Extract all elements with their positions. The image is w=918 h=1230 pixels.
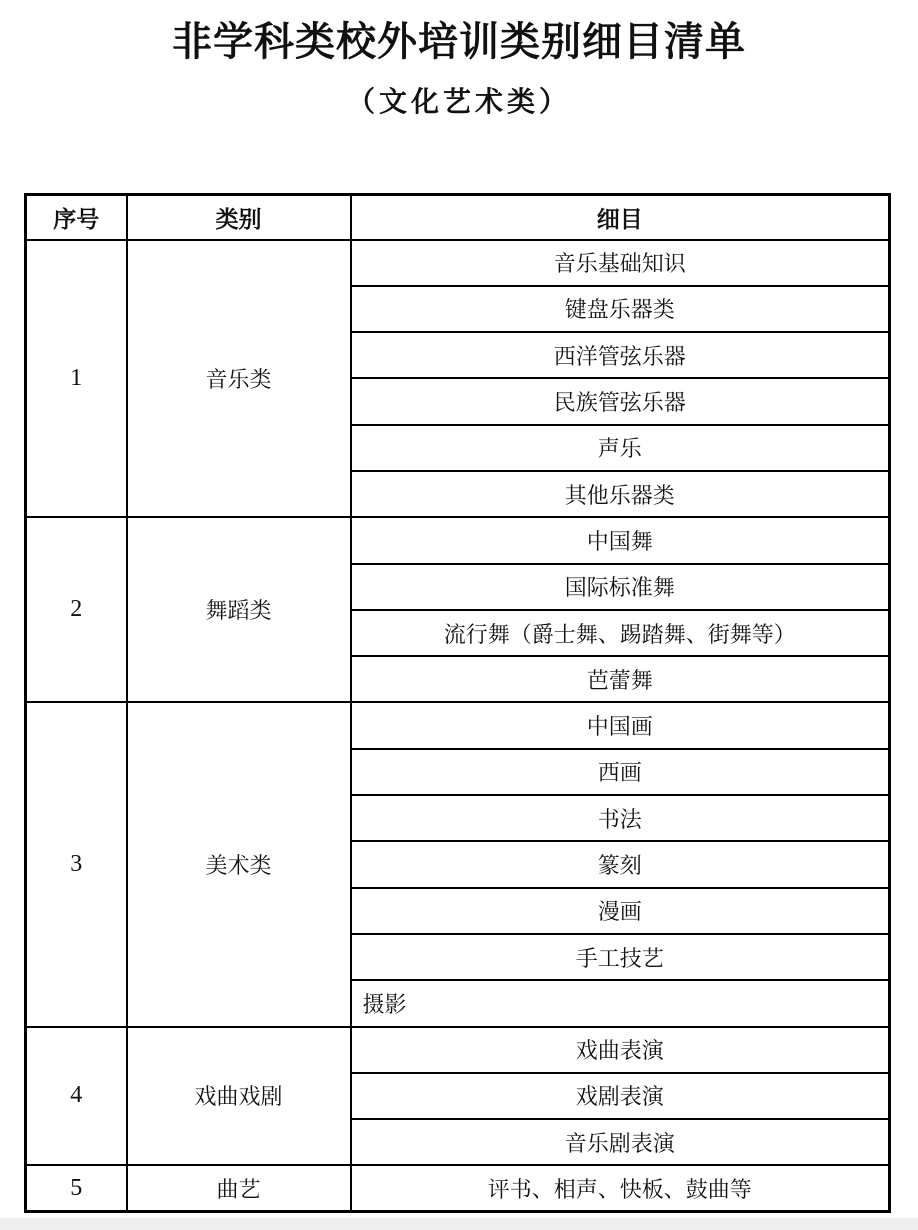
row-number-cell: 5	[26, 1165, 127, 1211]
category-cell: 音乐类	[127, 240, 351, 518]
category-table	[24, 193, 891, 1213]
detail-cell: 漫画	[351, 888, 890, 934]
detail-cell: 戏剧表演	[351, 1073, 890, 1119]
table-row	[26, 1027, 890, 1073]
detail-cell: 书法	[351, 795, 890, 841]
detail-cell: 国际标准舞	[351, 564, 890, 610]
category-cell: 舞蹈类	[127, 517, 351, 702]
row-number-cell: 1	[26, 240, 127, 518]
page-subtitle: （文化艺术类）	[346, 87, 571, 118]
detail-cell: 中国画	[351, 702, 890, 748]
table-row	[26, 1165, 890, 1211]
detail-cell: 篆刻	[351, 841, 890, 887]
header-cell-no: 序号	[26, 195, 127, 240]
detail-cell: 其他乐器类	[351, 471, 890, 517]
category-cell: 曲艺	[127, 1165, 351, 1211]
detail-cell: 音乐剧表演	[351, 1119, 890, 1165]
detail-cell: 西洋管弦乐器	[351, 332, 890, 378]
header-row	[26, 195, 890, 240]
detail-cell: 摄影	[351, 980, 890, 1026]
detail-cell: 键盘乐器类	[351, 286, 890, 332]
header-cell-detail: 细目	[351, 195, 890, 240]
category-cell: 美术类	[127, 702, 351, 1026]
detail-cell: 流行舞（爵士舞、踢踏舞、街舞等）	[351, 610, 890, 656]
detail-cell: 芭蕾舞	[351, 656, 890, 702]
detail-cell: 手工技艺	[351, 934, 890, 980]
page-title: 非学科类校外培训类别细目清单	[172, 19, 746, 64]
detail-cell: 音乐基础知识	[351, 240, 890, 286]
detail-cell: 戏曲表演	[351, 1027, 890, 1073]
table-row	[26, 240, 890, 286]
detail-cell: 民族管弦乐器	[351, 378, 890, 424]
category-cell: 戏曲戏剧	[127, 1027, 351, 1166]
detail-cell: 评书、相声、快板、鼓曲等	[351, 1165, 890, 1211]
table-row	[26, 517, 890, 563]
table-row	[26, 702, 890, 748]
row-number-cell: 3	[26, 702, 127, 1026]
header-cell-category: 类别	[127, 195, 351, 240]
detail-cell: 西画	[351, 749, 890, 795]
table-header	[26, 195, 890, 240]
table-body	[26, 240, 890, 1212]
page-bottom-bar	[0, 1218, 918, 1230]
row-number-cell: 4	[26, 1027, 127, 1166]
row-number-cell: 2	[26, 517, 127, 702]
detail-cell: 中国舞	[351, 517, 890, 563]
detail-cell: 声乐	[351, 425, 890, 471]
